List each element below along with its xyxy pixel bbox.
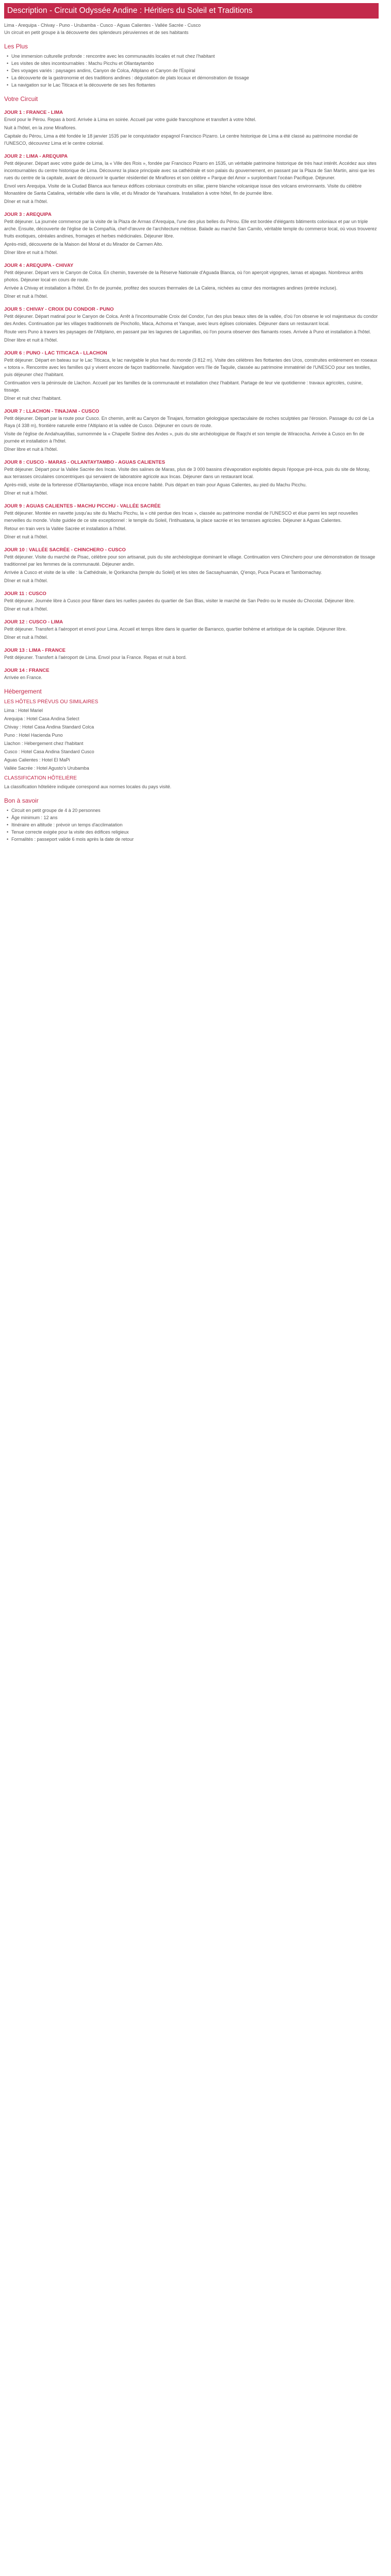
- hebergement-heading: Hébergement: [4, 688, 42, 695]
- hotel-item: Puno : Hotel Hacienda Puno: [4, 733, 63, 738]
- hotels-subheading: LES HÔTELS PRÉVUS OU SIMILAIRES: [4, 699, 99, 705]
- day-block: [4, 647, 379, 661]
- day-paragraph: Petit déjeuner. Transfert à l'aéroport de Lima. Envol pour la France. Repas et nuit à bord.: [4, 655, 187, 660]
- day-paragraph: Petit déjeuner. Montée en navette jusqu'au site du Machu Picchu, la « cité perdue des Incas », classée au patrimoine mondial de l'UNESCO et élue parmi les sept nouvelles merveilles du monde. Visite guidée de ce site exceptionnel : le temple du Soleil, l'Intihuatana, la place sacrée et les terrasses agricoles. Déjeuner à Aguas Calientes.: [4, 511, 358, 523]
- day-paragraph: Dîner libre et nuit à l'hôtel.: [4, 250, 58, 255]
- day-paragraph: Dîner et nuit à l'hôtel.: [4, 294, 48, 299]
- day-paragraph: Petit déjeuner. Départ avec votre guide de Lima, la « Ville des Rois », fondée par Francisco Pizarro en 1535, un véritable patrimoine historique de très haut intérêt. Accédez aux sites incontournables du centre historique de Lima. Découvrez la place principale avec sa cathédrale et son palais du gouvernement, en passant par la Plaza de San Martin, ainsi que les rues du centre de la capitale, avant de découvrir le quartier résidentiel de Miraflores et son célèbre « Parque del Amor » surplombant l'océan Pacifique. Déjeuner.: [4, 161, 377, 180]
- day-block: [4, 211, 379, 256]
- day-paragraph: Dîner et nuit à l'hôtel.: [4, 578, 48, 583]
- day-paragraph: Dîner libre et nuit à l'hôtel.: [4, 447, 58, 452]
- day-title: [4, 408, 379, 415]
- day-paragraph: Nuit à l'hôtel, en la zone Miraflores.: [4, 125, 77, 130]
- day-paragraph: Retour en train vers la Vallée Sacrée et installation à l'hôtel.: [4, 526, 127, 531]
- day-paragraph: Petit déjeuner. Départ par la route pour Cusco. En chemin, arrêt au Canyon de Tinajani, formation géologique spectaculaire de roches sculptées par l'érosion. Passage du col de La Raya (4 338 m), frontière naturelle entre l'Altiplano et la vallée de Cusco. Déjeuner en cours de route.: [4, 416, 374, 428]
- day-block: [4, 109, 379, 147]
- day-title: [4, 153, 379, 160]
- hebergement-section: [4, 687, 379, 790]
- day-paragraph: Après-midi, découverte de la Maison del Moral et du Mirador de Carmen Alto.: [4, 242, 164, 247]
- day-paragraph: Envol pour le Pérou. Repas à bord. Arrivée à Lima en soirée. Accueil par votre guide francophone et transfert à votre hôtel.: [4, 117, 256, 122]
- hotel-item: Chivay : Hotel Casa Andina Standard Colca: [4, 724, 94, 730]
- day-title: [4, 619, 379, 625]
- day-title: [4, 109, 379, 116]
- day-paragraph: Petit déjeuner. Visite du marché de Pisac, célèbre pour son artisanat, puis du site archéologique dominant le village. Continuation vers Chinchero pour une démonstration de tissage traditionnel par les femmes de la communauté. Déjeuner andin.: [4, 554, 376, 567]
- day-block: [4, 350, 379, 402]
- list-item: • Les visites de sites incontournables : Machu Picchu et Ollantaytambo: [11, 60, 379, 67]
- day-paragraph: Petit déjeuner. Départ vers le Canyon de Colca. En chemin, traversée de la Réserve Nationale d'Aguada Blanca, où l'on aperçoit vigognes, lamas et alpagas. Nombreux arrêts photos. Déjeuner local en cours de route.: [4, 270, 363, 282]
- page-title: Description - Circuit Odyssée Andine : Héritiers du Soleil et Traditions: [4, 3, 379, 19]
- itinerary-line: Lima - Arequipa - Chivay - Puno - Urubamba - Cusco - Aguas Calientes - Vallée Sacrée - Cusco: [4, 23, 201, 28]
- day-title-text: JOUR 6 : PUNO - LAC TITICACA - LLACHON: [4, 350, 107, 356]
- votre-circuit-heading: Votre Circuit: [4, 95, 38, 103]
- day-title: [4, 306, 379, 313]
- votre-circuit-section: [4, 95, 379, 681]
- day-paragraph: Dîner et nuit à l'hôtel.: [4, 199, 48, 204]
- day-paragraph: Arrivée à Chivay et installation à l'hôtel. En fin de journée, profitez des sources thermales de La Calera, nichées au cœur des montagnes andines (entrée incluse).: [4, 285, 338, 291]
- bon-savoir-heading: Bon à savoir: [4, 797, 39, 804]
- bottom-spacer: [4, 843, 379, 863]
- summary: [4, 22, 379, 36]
- page: [0, 0, 383, 863]
- list-item: • Itinéraire en altitude : prévoir un temps d'acclimatation: [11, 821, 379, 828]
- day-block: [4, 619, 379, 641]
- day-paragraph: Après-midi, visite de la forteresse d'Ollantaytambo, village inca encore habité. Puis départ en train pour Aguas Calientes, au pied du Machu Picchu.: [4, 482, 307, 487]
- day-block: [4, 503, 379, 540]
- day-paragraph: Arrivée à Cusco et visite de la ville : la Cathédrale, le Qorikancha (temple du Soleil) et les sites de Sacsayhuamán, Q'enqo, Puca Pucara et Tambomachay.: [4, 570, 322, 575]
- day-title-text: JOUR 2 : LIMA - AREQUIPA: [4, 154, 68, 159]
- day-list: [4, 109, 379, 681]
- day-title-text: JOUR 4 : AREQUIPA - CHIVAY: [4, 263, 74, 268]
- hotel-item: Lima : Hotel Mariel: [4, 708, 43, 713]
- day-paragraph: Petit déjeuner. Journée libre à Cusco pour flâner dans les ruelles pavées du quartier de San Blas, visiter le marché de San Pedro ou le musée du Chocolat. Déjeuner libre.: [4, 598, 355, 603]
- day-paragraph: Dîner et nuit à l'hôtel.: [4, 635, 48, 640]
- day-title-text: JOUR 7 : LLACHON - TINAJANI - CUSCO: [4, 409, 100, 414]
- day-paragraph: Dîner et nuit à l'hôtel.: [4, 606, 48, 612]
- day-paragraph: Route vers Puno à travers les paysages de l'Altiplano, en passant par les lagunes de Lagunillas, où l'on pourra observer des flamants roses. Arrivée à Puno et installation à l'hôtel.: [4, 329, 371, 334]
- day-block: [4, 306, 379, 344]
- day-paragraph: Dîner et nuit chez l'habitant.: [4, 396, 62, 401]
- day-title: [4, 350, 379, 357]
- hotel-item: Llachon : Hébergement chez l'habitant: [4, 741, 84, 746]
- list-item: • Âge minimum : 12 ans: [11, 814, 379, 821]
- day-title: [4, 547, 379, 553]
- day-paragraph: Dîner libre et nuit à l'hôtel.: [4, 337, 58, 343]
- list-item: • Tenue correcte exigée pour la visite des édifices religieux: [11, 828, 379, 836]
- plus-section: [4, 42, 379, 89]
- day-paragraph: Envol vers Arequipa. Visite de la Ciudad Blanca aux fameux édifices coloniaux construits en sillar, pierre blanche volcanique issue des volcans environnants. Visite du célèbre Monastère de Santa Catalina, véritable ville dans la ville, et du Mirador de Yanahuara. Installation à votre hôtel, fin de journée libre.: [4, 183, 362, 196]
- day-block: [4, 459, 379, 497]
- list-item: • Des voyages variés : paysages andins, Canyon de Colca, Altiplano et Canyon de l'Espiral: [11, 67, 379, 74]
- day-block: [4, 262, 379, 300]
- bon-savoir-list: [4, 807, 379, 843]
- day-paragraph: Petit déjeuner. Transfert à l'aéroport et envol pour Lima. Accueil et temps libre dans le quartier de Barranco, quartier bohème et artistique de la capitale. Déjeuner libre.: [4, 626, 347, 632]
- day-block: [4, 408, 379, 453]
- day-block: [4, 547, 379, 584]
- day-title-text: JOUR 14 : FRANCE: [4, 668, 50, 673]
- day-block: [4, 590, 379, 613]
- list-item: • Formalités : passeport valide 6 mois après la date de retour: [11, 836, 379, 843]
- day-paragraph: Continuation vers la péninsule de Llachon. Accueil par les familles de la communauté et installation chez l'habitant. Partage de leur vie quotidienne : travaux agricoles, cuisine, tissage.: [4, 380, 363, 393]
- day-title-text: JOUR 3 : AREQUIPA: [4, 212, 52, 217]
- day-title: [4, 262, 379, 269]
- hotel-item: Arequipa : Hotel Casa Andina Select: [4, 716, 79, 721]
- hotel-item: Vallée Sacrée : Hotel Agusto's Urubamba: [4, 766, 89, 771]
- day-paragraph: Dîner et nuit à l'hôtel.: [4, 490, 48, 496]
- day-block: [4, 667, 379, 681]
- classification-text: La classification hôtelière indiquée correspond aux normes locales du pays visité.: [4, 784, 172, 789]
- plus-list: [4, 53, 379, 89]
- day-title: [4, 503, 379, 510]
- hotel-list: [4, 707, 379, 772]
- day-paragraph: Petit déjeuner. Départ matinal pour le Canyon de Colca. Arrêt à l'incontournable Croix del Condor, l'un des plus beaux sites de la vallée, d'où l'on observe le vol majestueux du condor des Andes. Continuation par les villages traditionnels de Pinchollo, Maca, Achoma et Yanque, avec leurs églises coloniales. Déjeuner dans un restaurant local.: [4, 314, 378, 326]
- day-paragraph: Arrivée en France.: [4, 675, 43, 680]
- day-title-text: JOUR 5 : CHIVAY - CROIX DU CONDOR - PUNO: [4, 307, 114, 312]
- day-title-text: JOUR 1 : FRANCE - LIMA: [4, 110, 63, 115]
- bon-savoir-section: [4, 796, 379, 843]
- day-title: [4, 647, 379, 654]
- day-title-text: JOUR 9 : AGUAS CALIENTES - MACHU PICCHU - VALLÉE SACRÉE: [4, 503, 161, 509]
- day-title-text: JOUR 8 : CUSCO - MARAS - OLLANTAYTAMBO - AGUAS CALIENTES: [4, 460, 165, 465]
- day-title: [4, 667, 379, 674]
- day-title-text: JOUR 10 : VALLÉE SACRÉE - CHINCHERO - CUSCO: [4, 547, 126, 553]
- day-paragraph: Petit déjeuner. La journée commence par la visite de la Plaza de Armas d'Arequipa, l'une des plus belles du Pérou. Elle est bordée d'élégants bâtiments coloniaux et par un triple arche. Ensuite, découverte de l'église de la Compañía, chef-d'œuvre de l'architecture métisse. Balade au marché San Camilo, véritable temple du commerce local, où vous trouverez fruits exotiques, céréales andines, fromages et herbes médicinales. Déjeuner libre.: [4, 219, 377, 239]
- day-title-text: JOUR 12 : CUSCO - LIMA: [4, 619, 63, 625]
- list-item: • Circuit en petit groupe de 4 à 20 personnes: [11, 807, 379, 814]
- list-item: • La découverte de la gastronomie et des traditions andines : dégustation de plats locaux et démonstration de tissage: [11, 74, 379, 81]
- day-paragraph: Visite de l'église de Andahuaylillas, surnommée la « Chapelle Sixtine des Andes », puis du site archéologique de Raqchi et son temple de Wiracocha. Arrivée à Cusco en fin de journée et installation à l'hôtel.: [4, 431, 364, 444]
- day-title-text: JOUR 11 : CUSCO: [4, 591, 46, 597]
- day-title: [4, 211, 379, 218]
- day-paragraph: Dîner et nuit à l'hôtel.: [4, 534, 48, 539]
- day-title: [4, 590, 379, 597]
- hotel-item: Aguas Calientes : Hotel El MaPi: [4, 757, 70, 762]
- day-block: [4, 153, 379, 205]
- day-title: [4, 459, 379, 466]
- day-paragraph: Capitale du Pérou, Lima a été fondée le 18 janvier 1535 par le conquistador espagnol Francisco Pizarro. Le centre historique de Lima a été classé au patrimoine mondial de l'UNESCO, découvrez Lima et le centre colonial.: [4, 133, 358, 146]
- hotel-item: Cusco : Hotel Casa Andina Standard Cusco: [4, 749, 94, 754]
- day-paragraph: Petit déjeuner. Départ en bateau sur le Lac Titicaca, le lac navigable le plus haut du monde (3 812 m). Visite des célèbres îles flottantes des Uros, construites entièrement en roseaux « totora ». Rencontre avec les familles qui y vivent encore de façon traditionnelle. Navigation vers l'île de Taquile, classée au patrimoine immatériel de l'UNESCO pour ses textiles, puis déjeuner chez l'habitant.: [4, 358, 378, 377]
- day-title-text: JOUR 13 : LIMA - FRANCE: [4, 648, 66, 653]
- list-item: • La navigation sur le Lac Titicaca et la découverte de ses îles flottantes: [11, 81, 379, 89]
- day-paragraph: Petit déjeuner. Départ pour la Vallée Sacrée des Incas. Visite des salines de Maras, plus de 3 000 bassins d'évaporation exploités depuis l'époque pré-inca, puis du site de Moray, aux terrasses circulaires concentriques qui servaient de laboratoire agricole aux Incas. Déjeuner dans un restaurant local.: [4, 467, 370, 479]
- tagline: Un circuit en petit groupe à la découverte des splendeurs péruviennes et de ses habitants: [4, 30, 189, 35]
- classification-heading: CLASSIFICATION HÔTELIÈRE: [4, 775, 77, 781]
- list-item: • Une immersion culturelle profonde : rencontre avec les communautés locales et nuit chez l'habitant: [11, 53, 379, 60]
- plus-heading: Les Plus: [4, 43, 28, 50]
